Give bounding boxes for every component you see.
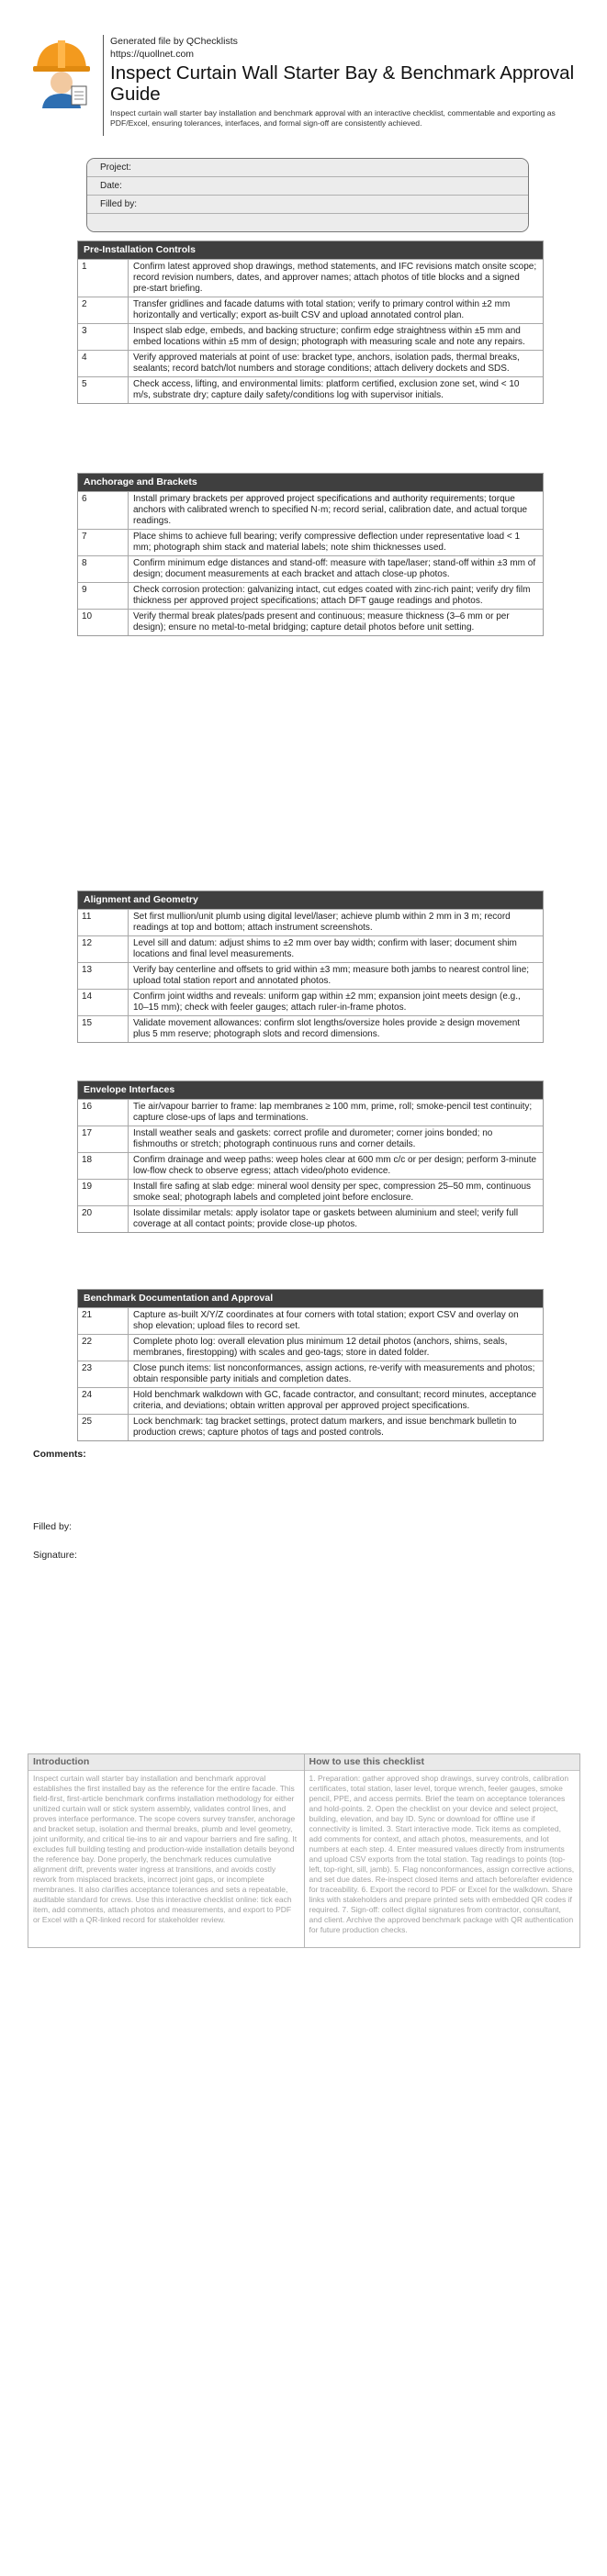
- project-field[interactable]: Project:: [87, 159, 528, 177]
- item-number: 1: [78, 260, 129, 297]
- item-text: Confirm latest approved shop drawings, method statements, and IFC revisions match onsite scope; record revision numbers, dates, and approver names; attach photos of title blocks and a signed pre-start briefing.: [133, 262, 537, 294]
- item-text: Tie air/vapour barrier to frame: lap membranes ≥ 100 mm, prime, roll; smoke-pencil test continuity; capture close-ups of laps and terminations.: [133, 1102, 533, 1123]
- section-title: Pre-Installation Controls: [78, 241, 543, 259]
- item-text: Verify approved materials at point of use: bracket type, anchors, isolation pads, thermal breaks, sealants; record batch/lot numbers and storage conditions; attach delivery dockets and SDS.: [133, 353, 520, 374]
- item-text: Validate movement allowances: confirm slot lengths/oversize holes provide ≥ design movement plus 5 mm reserve; photograph slots and record dimensions.: [133, 1018, 521, 1039]
- checklist-item[interactable]: [78, 1307, 543, 1334]
- item-text: Confirm minimum edge distances and stand-off: measure with tape/laser; stand-off within ±3 mm of design; document measurements at each bracket and attach close-up photos.: [133, 558, 536, 579]
- date-field[interactable]: Date:: [87, 177, 528, 196]
- source-url[interactable]: https://quollnet.com: [110, 49, 195, 60]
- checklist-section: [77, 1289, 544, 1441]
- introduction-text: Inspect curtain wall starter bay installation and benchmark approval establishes the first installed bay as the reference for the entire facade. This field-first, first-article benchmark confirms installation methodology for either unitized curtain wall or stick system assembly, validates control lines, and proves interface performance. The scope covers survey transfer, anchorage and bracket setup, isolation and thermal breaks, plumb and level geometry, joint uniformity, and critical tie-ins to air and vapour barriers and fire safing. It excludes full building testing and production-wide installation details beyond the reference bay. Done properly, the benchmark reduces cumulative alignment drift, prevents water ingress at transitions, and avoids costly rework from misplaced brackets, incorrect joint gaps, or incomplete membranes. It also clarifies acceptance tolerances and sets a repeatable, auditable standard for crews. Use this interactive checklist online: tick each item, add comments, attach photos and measurements, and export to PDF or Excel with a QR-linked record for stakeholder review.: [33, 1774, 298, 1924]
- info-blank-row[interactable]: [87, 214, 528, 231]
- item-number: 19: [78, 1180, 129, 1205]
- checklist-item[interactable]: [78, 935, 543, 962]
- checklist-item[interactable]: [78, 1099, 543, 1126]
- item-number: 16: [78, 1100, 129, 1126]
- item-number: 8: [78, 556, 129, 582]
- item-text: Install primary brackets per approved project specifications and authority requirements; torque anchors with calibrated wrench to specified N·m; record serial, calibration date, and actual torque readings.: [133, 494, 528, 526]
- item-number: 15: [78, 1016, 129, 1042]
- checklist-section: [77, 890, 544, 1043]
- item-text: Verify thermal break plates/pads present and continuous; measure thickness (3–6 mm or per design); ensure no metal-to-metal bridging; capture detail photos before unit setting.: [133, 611, 510, 633]
- checklist-item[interactable]: [78, 529, 543, 555]
- checklist-section: [77, 241, 544, 404]
- comments-label: Comments:: [33, 1449, 86, 1460]
- signature-label: Signature:: [33, 1550, 77, 1561]
- checklist-section: [77, 473, 544, 636]
- item-text: Place shims to achieve full bearing; verify compressive deflection under representative load < 1 mm; photograph shim stack and material labels; note shim thicknesses used.: [133, 532, 521, 553]
- how-to-heading: How to use this checklist: [305, 1754, 580, 1771]
- item-text: Check corrosion protection: galvanizing intact, cut edges coated with zinc-rich paint; verify dry film thickness per approved project specifications; attach DFT gauge readings and photos.: [133, 585, 531, 606]
- introduction-heading: Introduction: [28, 1754, 304, 1771]
- page-header: [26, 31, 586, 138]
- checklist-item[interactable]: [78, 909, 543, 935]
- checklist-item[interactable]: [78, 1152, 543, 1179]
- checklist-item[interactable]: [78, 323, 543, 350]
- item-text: Install fire safing at slab edge: mineral wool density per spec, compression 25–50 mm, continuous smoke seal; photograph labels and completed joint before enclosure.: [133, 1182, 532, 1203]
- checklist-item[interactable]: [78, 350, 543, 376]
- item-text: Verify bay centerline and offsets to grid within ±3 mm; measure both jambs to nearest control line; upload total station report and annotated photos.: [133, 965, 530, 986]
- item-text: Set first mullion/unit plumb using digital level/laser; achieve plumb within 2 mm in 3 m; record readings at top and bottom; attach instrument screenshots.: [133, 912, 511, 933]
- item-number: 25: [78, 1415, 129, 1440]
- checklist-item[interactable]: [78, 491, 543, 529]
- how-to-panel: [304, 1754, 580, 1947]
- checklist-item[interactable]: [78, 989, 543, 1015]
- item-number: 22: [78, 1335, 129, 1361]
- item-text: Lock benchmark: tag bracket settings, protect datum markers, and issue benchmark bulletin to production crews; capture photos of tags and posted controls.: [133, 1417, 517, 1438]
- item-number: 23: [78, 1361, 129, 1387]
- item-text: Inspect slab edge, embeds, and backing structure; confirm edge straightness within ±5 mm and embed locations within ±5 mm of design; photograph with measuring scale and note any repairs.: [133, 326, 525, 347]
- filled-by-field[interactable]: Filled by:: [87, 196, 528, 214]
- item-number: 7: [78, 530, 129, 555]
- item-number: 10: [78, 610, 129, 635]
- header-divider: [103, 35, 104, 136]
- checklist-item[interactable]: [78, 1361, 543, 1387]
- checklist-item[interactable]: [78, 1387, 543, 1414]
- item-text: Hold benchmark walkdown with GC, facade contractor, and consultant; record minutes, acceptance criteria, and deviations; obtain written approval per approved project specifications.: [133, 1390, 537, 1411]
- page-title: Inspect Curtain Wall Starter Bay & Benchmark Approval Guide: [110, 62, 575, 105]
- item-text: Isolate dissimilar metals: apply isolator tape or gaskets between aluminium and steel; verify full coverage at all contact points; provide close-up photos.: [133, 1208, 519, 1229]
- item-number: 9: [78, 583, 129, 609]
- introduction-panel: [28, 1754, 304, 1947]
- checklist-item[interactable]: [78, 1179, 543, 1205]
- checklist-item[interactable]: [78, 609, 543, 635]
- checklist-item[interactable]: [78, 582, 543, 609]
- checklist-item[interactable]: [78, 1414, 543, 1440]
- item-number: 12: [78, 936, 129, 962]
- section-title: Benchmark Documentation and Approval: [78, 1290, 543, 1307]
- item-text: Level sill and datum: adjust shims to ±2 mm over bay width; confirm with laser; document shim locations and final level measurements.: [133, 938, 517, 959]
- worker-hardhat-logo-icon: [29, 35, 94, 108]
- item-text: Confirm joint widths and reveals: uniform gap within ±2 mm; expansion joint meets design (e.g., 10–15 mm); check with feeler gauges; attach ruler-in-frame photos.: [133, 991, 521, 1013]
- item-number: 21: [78, 1308, 129, 1334]
- checklist-item[interactable]: [78, 1334, 543, 1361]
- generated-by: Generated file by QChecklists: [110, 36, 238, 47]
- section-title: Anchorage and Brackets: [78, 474, 543, 491]
- checklist-item[interactable]: [78, 555, 543, 582]
- item-text: Install weather seals and gaskets: correct profile and durometer; corner joins bonded; no fishmouths or stretch; photograph continuous runs and corner details.: [133, 1128, 493, 1149]
- item-text: Check access, lifting, and environmental limits: platform certified, exclusion zone set, wind < 10 m/s, substrate dry; capture daily safety/conditions log with supervisor initials.: [133, 379, 520, 400]
- item-number: 6: [78, 492, 129, 529]
- item-text: Confirm drainage and weep paths: weep holes clear at 600 mm c/c or per design; perform 3-minute low-flow check to observe egress; attach video/photo evidence.: [133, 1155, 537, 1176]
- item-number: 18: [78, 1153, 129, 1179]
- item-number: 14: [78, 990, 129, 1015]
- item-text: Capture as-built X/Y/Z coordinates at four corners with total station; export CSV and overlay on shop elevation; upload files to record set.: [133, 1310, 519, 1331]
- checklist-item[interactable]: [78, 259, 543, 297]
- checklist-item[interactable]: [78, 1015, 543, 1042]
- info-panels: [28, 1753, 580, 1948]
- checklist-item[interactable]: [78, 297, 543, 323]
- item-text: Transfer gridlines and facade datums with total station; verify to primary control within ±2 mm horizontally and vertically; export as-built CSV and upload annotated control plan.: [133, 299, 511, 320]
- section-title: Alignment and Geometry: [78, 891, 543, 909]
- project-info-box: [86, 158, 529, 232]
- checklist-item[interactable]: [78, 1205, 543, 1232]
- item-number: 13: [78, 963, 129, 989]
- item-text: Complete photo log: overall elevation plus minimum 12 detail photos (anchors, shims, seals, membranes, firestopping) with scales and geo-tags; store in dated folder.: [133, 1337, 508, 1358]
- item-number: 4: [78, 351, 129, 376]
- item-number: 2: [78, 297, 129, 323]
- item-number: 3: [78, 324, 129, 350]
- item-number: 20: [78, 1206, 129, 1232]
- item-number: 17: [78, 1126, 129, 1152]
- item-number: 5: [78, 377, 129, 403]
- item-number: 24: [78, 1388, 129, 1414]
- checklist-section: [77, 1081, 544, 1233]
- item-text: Close punch items: list nonconformances, assign actions, re-verify with measurements and photos; obtain responsible party initials and completion dates.: [133, 1363, 535, 1384]
- page-description: Inspect curtain wall starter bay installation and benchmark approval with an interactive checklist, commentable and exporting as PDF/Excel, ensuring tolerances, interfaces, and formal sign-off are consistently achieved.: [110, 108, 556, 128]
- checklist-item[interactable]: [78, 1126, 543, 1152]
- item-number: 11: [78, 910, 129, 935]
- checklist-item[interactable]: [78, 962, 543, 989]
- filled-by-label: Filled by:: [33, 1521, 73, 1532]
- checklist-item[interactable]: [78, 376, 543, 403]
- section-title: Envelope Interfaces: [78, 1081, 543, 1099]
- how-to-text: 1. Preparation: gather approved shop drawings, survey controls, calibration certificates, total station, laser level, torque wrench, feeler gauges, smoke pencil, PPE, and access permits. Brief the team on acceptance tolerances and hold-points. 2. Open the checklist on your device and select project, building, elevation, and bay ID. Sync or download for offline use if connectivity is limited. 3. Start interactive mode. Tick items as completed, add comments for context, and attach photos, measurements, and lot numbers at each step. 4. Enter measured values directly from instruments and upload CSV exports from the total station. Tag readings to points (top-left, top-right, sill, jamb). 5. Flag nonconformances, assign corrective actions, and set due dates. Re-inspect closed items and attach before/after evidence for traceability. 6. Export the record to PDF or Excel for the walkdown. Share links with stakeholders and prepare printed sets with embedded QR codes if required. 7. Sign-off: collect digital signatures from contractor, consultant, and client. Archive the approved benchmark package with QR authentication for future production checks.: [309, 1774, 575, 1934]
